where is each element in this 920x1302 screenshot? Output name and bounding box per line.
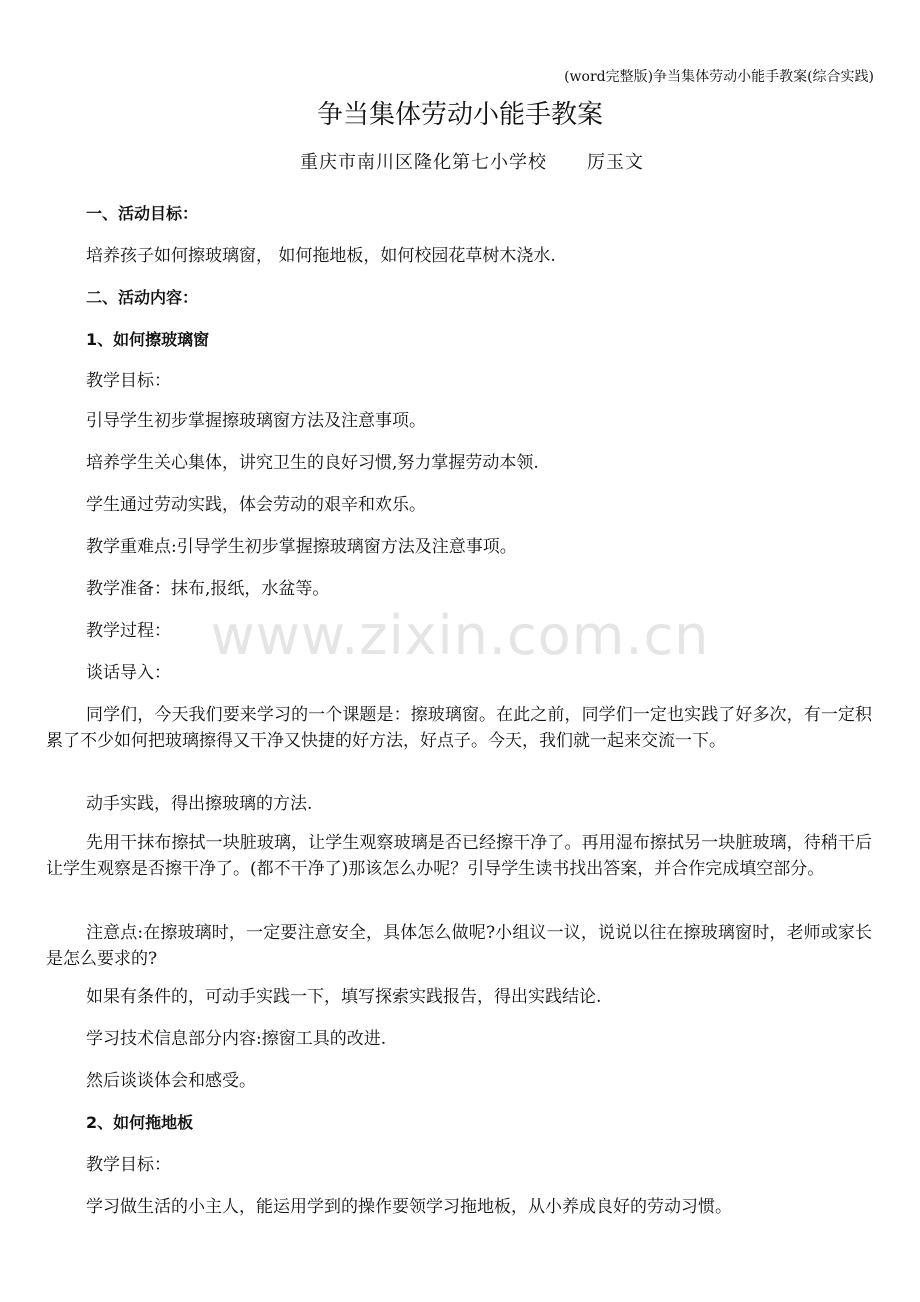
paragraph: 引导学生初步掌握擦玻璃窗方法及注意事项。 bbox=[86, 411, 426, 431]
paragraph: 教学目标： bbox=[86, 1155, 171, 1175]
section-heading: 二、活动内容： bbox=[86, 288, 199, 307]
paragraph: 动手实践，得出擦玻璃的方法. bbox=[86, 794, 313, 814]
paragraph: 学习技术信息部分内容:擦窗工具的改进. bbox=[86, 1029, 387, 1049]
school-name: 重庆市南川区隆化第七小学校 bbox=[300, 152, 547, 173]
doc-title: 争当集体劳动小能手教案 bbox=[316, 100, 603, 130]
paragraph: 教学重难点:引导学生初步掌握擦玻璃窗方法及注意事项。 bbox=[86, 537, 517, 557]
paragraph: 教学准备：抹布,报纸，水盆等。 bbox=[86, 579, 330, 599]
paragraph: 先用干抹布擦拭一块脏玻璃，让学生观察玻璃是否已经擦干净了。再用湿布擦拭另一块脏玻璃，待稍干后让学生观察是否擦干净了。(都不干净了)那该怎么办呢？引导学生读书找出答案，并合作完成填空部分。 bbox=[46, 833, 872, 879]
paragraph: 如果有条件的，可动手实践一下，填写探索实践报告，得出实践结论. bbox=[86, 987, 602, 1007]
paragraph: 同学们，今天我们要来学习的一个课题是：擦玻璃窗。在此之前，同学们一定也实践了好多次，有一定积累了不少如何把玻璃擦得又干净又快捷的好方法，好点子。今天，我们就一起来交流一下。 bbox=[46, 705, 872, 751]
author-name: 厉玉文 bbox=[587, 152, 644, 173]
section-heading: 一、活动目标： bbox=[86, 204, 199, 223]
paragraph: 培养学生关心集体，讲究卫生的良好习惯,努力掌握劳动本领. bbox=[86, 453, 539, 473]
paragraph: 注意点:在擦玻璃时，一定要注意安全，具体怎么做呢?小组议一议，说说以往在擦玻璃窗时，老师或家长是怎么要求的? bbox=[46, 923, 872, 969]
paragraph: 谈话导入： bbox=[86, 663, 171, 683]
paragraph: 教学过程： bbox=[86, 621, 171, 641]
paragraph: 学生通过劳动实践，体会劳动的艰辛和欢乐。 bbox=[86, 495, 426, 515]
paragraph: 然后谈谈体会和感受。 bbox=[86, 1071, 256, 1091]
paragraph: 培养孩子如何擦玻璃窗， 如何拖地板，如何校园花草树木浇水. bbox=[86, 246, 556, 266]
page-header: (word完整版)争当集体劳动小能手教案(综合实践) bbox=[564, 69, 874, 85]
paragraph: 学习做生活的小主人，能运用学到的操作要领学习拖地板，从小养成良好的劳动习惯。 bbox=[86, 1197, 732, 1217]
byline bbox=[300, 148, 644, 174]
watermark: www.zixin.com.cn bbox=[210, 604, 710, 667]
paragraph: 教学目标： bbox=[86, 371, 171, 391]
subsection-heading: 2、如何拖地板 bbox=[86, 1113, 194, 1132]
subsection-heading: 1、如何擦玻璃窗 bbox=[86, 330, 210, 349]
